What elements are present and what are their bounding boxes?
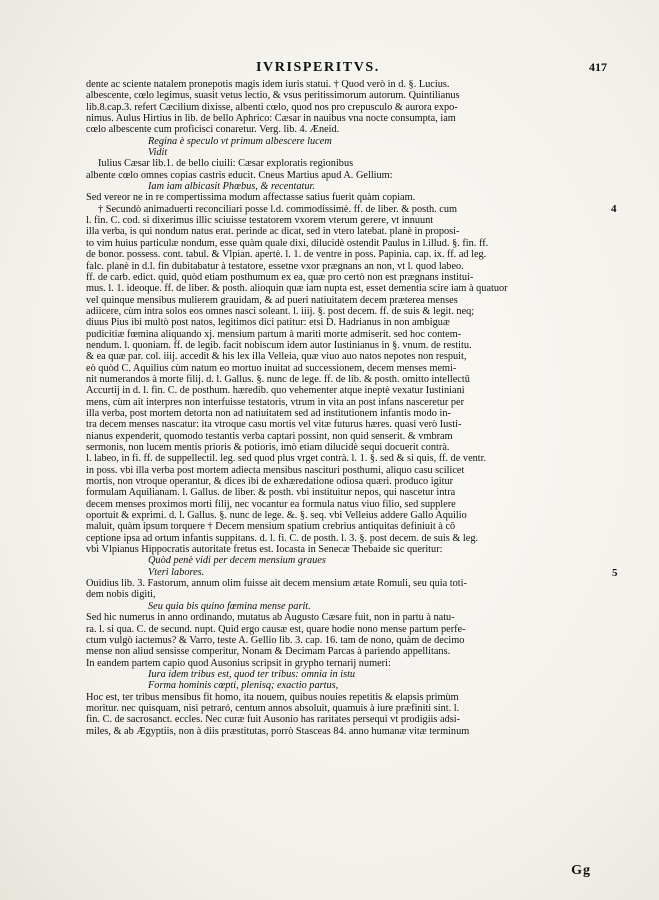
text-line: adiicere, cùm intra solos eos omnes nasci soleant. l. iiij. §. post decem. ff. de suis & legit. neq; xyxy=(86,305,475,317)
text-line: pudicitiæ fœmina aliquando xj. mensium partum à mariti morte admiserit. sed hoc contem- xyxy=(86,328,462,340)
text-line: l. fin. C. cod. si dixerimus illic sciuisse testatorem vxorem vterum gerere, vt innuunt xyxy=(86,215,434,227)
verse-quotation-line: Iam iam albicasit Phœbus, & recentatur. xyxy=(148,181,315,193)
text-line: Hoc est, ter tribus mensibus fit homo, ita nouem, quibus nouies repetitis & elapsis primùm xyxy=(86,691,459,703)
text-line: ctum vulgò iactemus? & Varro, teste A. Gellio lib. 3. cap. 16. tam de nono, quàm de decimo xyxy=(86,634,465,646)
body-text xyxy=(86,79,610,737)
margin-note-number: 5 xyxy=(612,567,618,579)
verse-quotation-line: Quòd penè vidi per decem mensium graues xyxy=(148,555,326,567)
text-line: illa verba, is qui nondum natus erat. perinde ac dicat, sed in vtero latebat. planè in proposi- xyxy=(86,226,460,238)
text-line: In eandem partem capio quod Ausonius scripsit in grypho ternarij numeri: xyxy=(86,657,391,669)
text-line: formulam Aquilianam. l. Gallus. de liber. & posth. vbi instituitur nepos, qui nascetur intra xyxy=(86,487,456,499)
text-line: & ea quæ par. col. iiij. accedit & his lex illa Velleia, quæ viuo auo natos nepotes non respuit, xyxy=(86,351,467,363)
text-line: in poss. vbi illa verba post mortem adiecta mensibus nascituri posthumi, aliquo casu scilicet xyxy=(86,464,465,476)
text-line: † Secundò animaduerti reconciliari posse l.d. commodissimè. ff. de liber. & posth. cum xyxy=(98,203,457,215)
text-line: nit numerandos à morte filij. d. l. Gallus. §. nunc de lege. ff. de lib. & posth. omitto intellectū xyxy=(86,373,470,385)
verse-quotation-line: Iura idem tribus est, quod ter tribus: omnia in istu xyxy=(148,668,356,680)
text-line: fin. C. de sacrosanct. eccles. Nec curæ fuit Ausonio has raritates persequi vt prodigiis adsi- xyxy=(86,714,461,726)
page-header xyxy=(86,60,607,76)
text-line: diuus Pius ibi multò post natos, legitimos dici patitur: etsi D. Hadrianus in non ambiguæ xyxy=(86,317,450,329)
text-line: mus. l. 1. ideoque. ff. de liber. & posth. alioquin quæ iam nupta est, esset dementia scire iam à quatuor xyxy=(86,283,508,295)
text-line: Iulius Cæsar lib.1. de bello ciuili: Cæsar exploratis regionibus xyxy=(98,158,354,170)
text-line: decem menses proximos morti filij, nec vocantur ea formula natus viuo filio, sed supplere xyxy=(86,498,456,510)
text-line: moritur. nec quisquam, nisi petraró, centum annos absoluit, quamuis à iure præfiniti sint. l. xyxy=(86,702,460,714)
verse-quotation-line: Regina è speculo vt primum albescere lucem xyxy=(148,135,332,147)
page-number: 417 xyxy=(589,60,607,74)
text-line: miles, & ab Ægyptiis, non à diis præstitutas, porrò Stasceas 84. anno humanæ vitæ terminum xyxy=(86,725,470,737)
margin-note-number: 4 xyxy=(611,203,617,215)
text-line: cœlo albescente cum proficisci conaretur. Verg. lib. 4. Æneid. xyxy=(86,124,340,136)
text-line: ff. de carb. edict. quid, quòd etiam posthumum ex ea, quæ pro certò non est prægnans institui- xyxy=(86,271,474,283)
running-head: IVRISPERITVS. xyxy=(256,60,380,75)
text-line: mens, cùm ait interpres non interfuisse testatoris, vtrum in vita an post infans nasceretur per xyxy=(86,396,465,408)
text-line: to vim huius particulæ nondum, esse quàm quale dixi, dilucidè ostendit Paulus in l.illud. §. fin. ff. xyxy=(86,237,489,249)
text-line: sermonis, non lucem mentis prioris & potioris, imò etiam dilucidè sequi docuerit contrà. xyxy=(86,442,450,453)
text-line: nendum. l. quoniam. ff. de legib. facit nobiscum idem autor Iustinianus in §. vnum. de restitu. xyxy=(86,339,472,351)
text-line: eò quòd C. Aquilius cùm natum eo mortuo inuitat ad successionem, decem menses memi- xyxy=(86,362,457,374)
text-line: mortis, non vtroque operantur, & dices ibi de exhæredatione odiosa quæri. produco igitur xyxy=(86,476,454,488)
text-line: maluit, quàm ipsum torquere † Decem mensium spatium crebrius antiquitas definiuit à cō xyxy=(86,521,456,533)
text-line: oportuit & exprimi. d. l. Gallus. §. nunc de lege. &. §. seq. vbi Velleius addere Gallo Aquilio xyxy=(86,510,467,522)
text-line: tra decem menses nascatur: ita vtroque casu mortis vel vitæ futurus hæres. quasi verò Iusti- xyxy=(86,419,462,431)
text-line: albescente, cœlo legimus, suasit vetus lectio, & vsus peritissimorum autorum. Quintilianus xyxy=(86,90,460,102)
verse-quotation-line: Forma hominis cœpti, plenisq; exactio partus, xyxy=(148,680,339,692)
text-line: lib.8.cap.3. refert Cæcilium dixisse, albenti cœlo, quod nos pro crepusculo & aurora expo- xyxy=(86,101,458,113)
text-line: Sed hic numerus in anno ordinando, mutatus ab Augusto Cæsare fuit, non in partu à natu- xyxy=(86,612,455,624)
verse-quotation-line: Seu quia bis quino fœmina mense parit. xyxy=(148,600,311,612)
text-line: ceptione ipsa ad ortum infantis suppitans. d. l. fi. C. de posth. l. 3. §. post decem. de suis & leg. xyxy=(86,532,479,544)
verse-quotation-line: Vteri labores. xyxy=(148,566,205,578)
text-line: l. labeo, in fi. ff. de suppellectil. leg. sed quod plus vrget contrà. l. 1. §. sed & si quis, ff. de ventr. xyxy=(86,453,487,465)
text-line: vbi Vlpianus Hippocratis autoritate fretus est. Iocasta in Senecæ Thebaide sic queritur: xyxy=(86,544,443,556)
text-line: dente ac sciente natalem pronepotis magis idem iuris statui. † Quod verò in d. §. Lucius. xyxy=(86,79,450,90)
text-line: falc. planè in d.l. fin dubitabatur à testatore, essetne vxor prægnans an non, vt l. quod labeo. xyxy=(86,260,464,272)
text-line: illa verba, post mortem detorta non ad natiuitatem sed ad institutionem infantis modo in- xyxy=(86,407,451,419)
text-line: nianus expenderit, quomodo testantis verba captari possint, non quid senserit. & vmbram xyxy=(86,430,453,442)
text-line: nimus. Aulus Hirtius in lib. de bello Aphrico: Cæsar in nauibus vna nocte consumpta, iam xyxy=(86,113,456,125)
text-line: vel quinque mensibus mulierem grauidam, & ad pueri natiuitatem decem præterea menses xyxy=(86,294,458,306)
text-line: de bonor. possess. cont. tabul. & Vlpian. apertè. l. 1. de ventre in poss. Papinia. cap. ix. ff. ad leg. xyxy=(86,249,487,261)
verse-quotation-line: Vidit xyxy=(148,147,168,159)
text-line: dem nobis digiti, xyxy=(86,589,156,601)
signature-mark: Gg xyxy=(571,863,591,878)
text-line: mense non aliud sensisse comperitur, Nonam & Decimam Parcas à pariendo appellitans. xyxy=(86,646,451,658)
text-line: Accurtij in d. l. fin. C. de posthum. hæredib. quo vehementer atque ineptè vexatur Iustiniani xyxy=(86,385,465,397)
text-line: ra. l. si qua. C. de secund. nupt. Quid ergo causæ est, quare hodie nono mense partum perfe- xyxy=(86,623,466,635)
text-line: Ouidius lib. 3. Fastorum, annum olim fuisse ait decem mensium ætate Romuli, seu quia toti- xyxy=(86,578,467,590)
text-line: Sed vereor ne in re compertissima modum affectasse satius fuerit quàm copiam. xyxy=(86,192,416,204)
text-line: albente cœlo omnes copias castris educit. Cneus Martius apud A. Gellium: xyxy=(86,169,393,181)
